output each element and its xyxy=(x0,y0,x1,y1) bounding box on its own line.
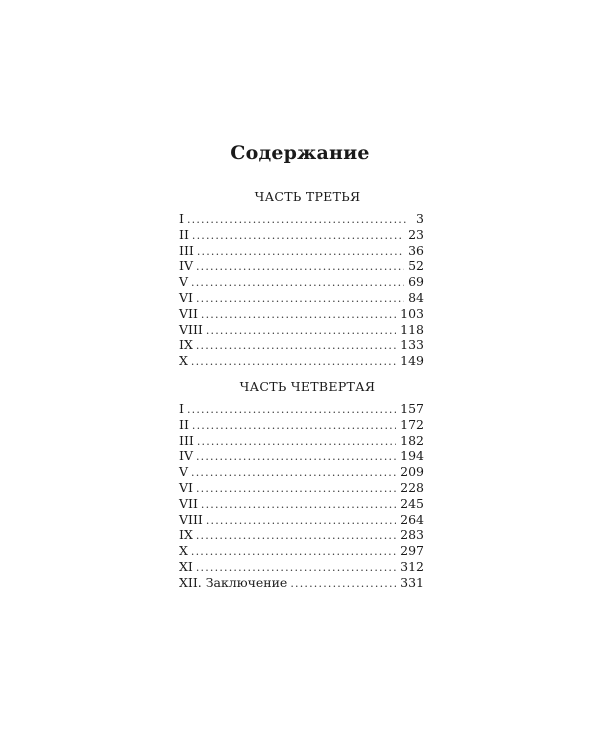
toc-leader-dots xyxy=(196,449,396,465)
toc-entry-label: I xyxy=(179,401,184,416)
toc-leader-dots xyxy=(290,576,396,592)
toc-entry-label: III xyxy=(179,432,194,448)
toc-part-three xyxy=(179,188,424,369)
toc-list xyxy=(179,401,424,591)
toc-entry-label: V xyxy=(179,464,189,480)
toc-entry-label: XI xyxy=(179,558,193,574)
toc-leader-dots xyxy=(191,465,396,481)
toc-list xyxy=(179,211,424,369)
toc-entry-page: 182 xyxy=(400,432,424,448)
toc-entry xyxy=(179,243,424,259)
toc-entry xyxy=(179,401,424,417)
toc-entry-page: 245 xyxy=(400,495,424,511)
toc-leader-dots xyxy=(201,307,396,323)
toc-entry-label: VIII xyxy=(179,511,203,527)
toc-entry-page: 331 xyxy=(400,574,424,590)
toc-leader-dots xyxy=(197,434,396,450)
toc-entry-label: XII. Заключение xyxy=(179,574,288,590)
toc-leader-dots xyxy=(192,418,396,434)
toc-entry-page: 312 xyxy=(400,558,424,574)
toc-entry-label: VI xyxy=(179,289,193,305)
toc-entry-page: 69 xyxy=(408,274,424,290)
toc-entry-page: 103 xyxy=(400,305,424,321)
toc-entry xyxy=(179,353,424,369)
toc-entry xyxy=(179,543,424,559)
toc-entry xyxy=(179,527,424,543)
toc-leader-dots xyxy=(192,228,404,244)
toc-entry-label: VI xyxy=(179,479,193,495)
toc-entry-page: 297 xyxy=(400,543,424,559)
toc-entry-label: II xyxy=(179,226,189,242)
toc-leader-dots xyxy=(187,212,406,228)
toc-entry xyxy=(179,211,424,227)
toc-entry-label: II xyxy=(179,416,189,432)
toc-entry-page: 36 xyxy=(408,242,424,258)
toc-entry-page: 23 xyxy=(408,226,424,242)
toc-entry-page: 172 xyxy=(400,416,424,432)
toc-entry xyxy=(179,306,424,322)
toc-leader-dots xyxy=(196,291,404,307)
toc-entry xyxy=(179,464,424,480)
part-heading: ЧАСТЬ ЧЕТВЕРТАЯ xyxy=(239,379,376,394)
toc-entry xyxy=(179,322,424,338)
toc-leader-dots xyxy=(196,338,396,354)
toc-entry xyxy=(179,290,424,306)
toc-entry-label: I xyxy=(179,211,184,226)
toc-entry-label: X xyxy=(179,353,188,369)
toc-entry-page: 3 xyxy=(416,211,424,226)
toc-leader-dots xyxy=(191,354,396,370)
page-title: Содержание xyxy=(230,142,370,164)
toc-entry-page: 157 xyxy=(400,401,424,416)
toc-entry xyxy=(179,258,424,274)
toc-entry-page: 194 xyxy=(400,448,424,464)
toc-leader-dots xyxy=(191,275,404,291)
toc-leader-dots xyxy=(201,497,396,513)
toc-leader-dots xyxy=(206,323,396,339)
toc-entry-label: IX xyxy=(179,337,193,353)
toc-entry-label: III xyxy=(179,242,194,258)
toc-entry xyxy=(179,433,424,449)
toc-leader-dots xyxy=(197,244,404,260)
toc-leader-dots xyxy=(196,481,396,497)
toc-entry xyxy=(179,512,424,528)
toc-leader-dots xyxy=(196,560,396,576)
toc-entry-label: VIII xyxy=(179,321,203,337)
toc-entry xyxy=(179,559,424,575)
toc-entry-page: 228 xyxy=(400,479,424,495)
toc-part-four xyxy=(179,378,424,591)
toc-entry-label: X xyxy=(179,543,188,559)
toc-entry-page: 52 xyxy=(408,258,424,274)
toc-entry-label: VII xyxy=(179,495,198,511)
toc-entry-label: IV xyxy=(179,258,193,274)
toc-leader-dots xyxy=(191,544,396,560)
toc-entry xyxy=(179,417,424,433)
toc-leader-dots xyxy=(206,513,396,529)
toc-entry-page: 283 xyxy=(400,527,424,543)
toc-entry-label: V xyxy=(179,274,189,290)
toc-entry-page: 133 xyxy=(400,337,424,353)
toc-entry xyxy=(179,274,424,290)
toc-entry-page: 149 xyxy=(400,353,424,369)
toc-leader-dots xyxy=(196,528,396,544)
toc-entry-label: VII xyxy=(179,305,198,321)
part-heading: ЧАСТЬ ТРЕТЬЯ xyxy=(254,189,361,204)
toc-entry xyxy=(179,480,424,496)
toc-entry-page: 84 xyxy=(408,289,424,305)
toc-entry-page: 264 xyxy=(400,511,424,527)
toc-leader-dots xyxy=(187,402,396,418)
toc-entry-page: 118 xyxy=(400,321,424,337)
toc-entry xyxy=(179,575,424,591)
toc-leader-dots xyxy=(196,259,404,275)
toc-entry-label: IV xyxy=(179,448,193,464)
toc-entry xyxy=(179,448,424,464)
toc-entry-label: IX xyxy=(179,527,193,543)
toc-entry-page: 209 xyxy=(400,464,424,480)
toc-entry xyxy=(179,227,424,243)
toc-entry xyxy=(179,337,424,353)
toc-entry xyxy=(179,496,424,512)
